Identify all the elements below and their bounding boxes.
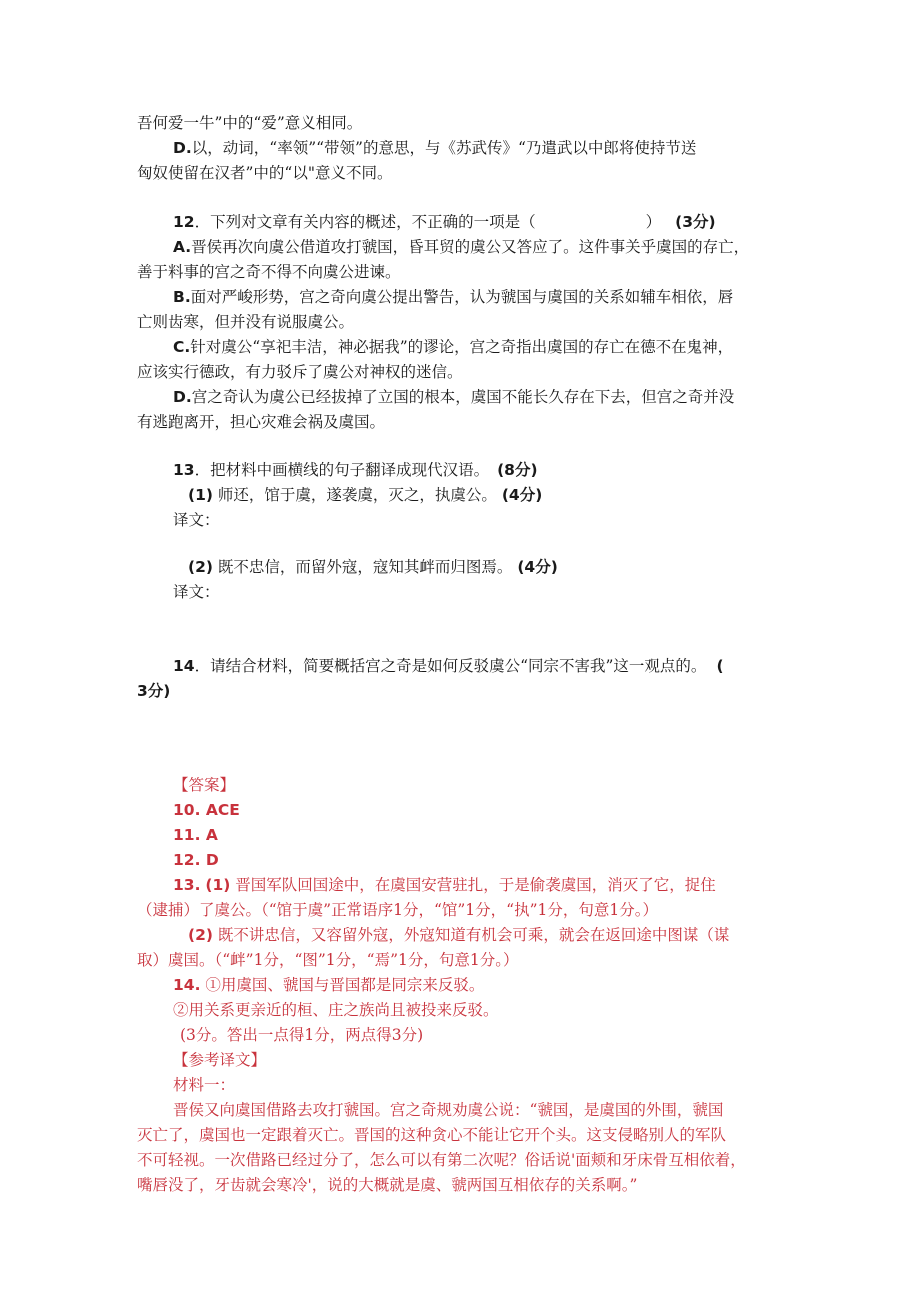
answer-13-1-line-2: （逮捕）了虞公。（“馆于虞”正常语序1分，“馆”1分，“执”1分，句意1分。）: [137, 901, 658, 919]
q13-sub2: [188, 555, 558, 579]
q13-sub1-translation-label: 译文：: [173, 511, 220, 529]
q12-option-a-text: 晋侯再次向虞公借道攻打虢国，昏耳贸的虞公又答应了。这件事关乎虞国的存亡，: [191, 238, 750, 256]
q12-option-d-line-2: 有逃跑离开，担心灾难会祸及虞国。: [137, 413, 386, 431]
q12-option-c-line-1: [173, 335, 733, 359]
q12-score: (3分): [675, 213, 716, 231]
q12-option-a-line-1: [173, 235, 749, 259]
answer-10: [173, 798, 240, 822]
answer-13-1-text: 晋国军队回国途中，在虞国安营驻扎，于是偷袭虞国，消灭了它，捉住: [235, 876, 716, 894]
q12-option-b-line-1: [173, 285, 733, 309]
answer-11-number: 11.: [173, 826, 201, 844]
q14-stem-text: ．请结合材料，简要概括宫之奇是如何反驳虞公“同宗不害我”这一观点的。: [194, 657, 707, 675]
q12-option-b-text: 面对严峻形势，宫之奇向虞公提出警告，认为虢国与虞国的关系如辅车相依，唇: [190, 288, 734, 306]
q12-option-c-label: C.: [173, 338, 191, 356]
answer-12: [173, 848, 219, 872]
q13-score: (8分): [497, 461, 538, 479]
q13-sub2-score: (4分): [517, 558, 558, 576]
q11-option-d-label: D.: [173, 139, 192, 157]
answer-13-2-line-2: 取）虞国。（“衅”1分，“图”1分，“焉”1分，句意1分。）: [137, 951, 519, 969]
q13-stem: [173, 458, 538, 482]
q13-number: 13: [173, 461, 195, 479]
q14-score-open: (: [716, 657, 724, 675]
q13-sub1-score: (4分): [501, 486, 543, 504]
q12-close: ）: [645, 213, 662, 231]
q12-number: 12: [173, 213, 195, 231]
q12-option-a-line-2: 善于料事的宫之奇不得不向虞公进谏。: [137, 263, 401, 281]
answer-14-line-1: [173, 973, 484, 997]
q13-sub2-translation-label: 译文：: [173, 583, 220, 601]
q11-line-1: 吾何爱一牛”中的“爱”意义相同。: [137, 114, 363, 132]
q12-stem-text: ．下列对文章有关内容的概述，不正确的一项是（: [194, 213, 536, 231]
q13-sub1: [188, 483, 542, 507]
translation-line-3: 不可轻视。一次借路已经过分了，怎么可以有第二次呢？俗话说'面颊和牙床骨互相依着，: [137, 1151, 746, 1169]
answer-14-score: (3分。答出一点得1分，两点得3分): [180, 1026, 424, 1044]
translation-material-label: 材料一：: [173, 1076, 236, 1094]
q14-score: 3分): [137, 682, 171, 700]
q13-sub2-label: (2): [188, 558, 213, 576]
q12-stem: [173, 210, 716, 234]
answer-13-2-line-1: [188, 923, 729, 947]
q11-option-d-line-1: [173, 136, 696, 160]
q12-option-d-text: 宫之奇认为虞公已经拔掉了立国的根本，虞国不能长久存在下去，但宫之奇并没: [191, 388, 735, 406]
q12-option-d-label: D.: [173, 388, 192, 406]
answers-heading: 【答案】: [173, 776, 236, 794]
translation-heading: 【参考译文】: [173, 1051, 267, 1069]
translation-line-4: 嘴唇没了，牙齿就会寒冷'，说的大概就是虞、虢两国互相依存的关系啊。”: [137, 1176, 638, 1194]
answer-10-value: ACE: [205, 801, 240, 819]
q11-option-d-text: 以，动词，“率领”“带领”的意思，与《苏武传》“乃遣武以中郎将使持节送: [191, 139, 697, 157]
answer-12-value: D: [205, 851, 219, 869]
translation-line-2: 灭亡了，虞国也一定跟着灭亡。晋国的这种贪心不能让它开个头。这支侵略别人的军队: [137, 1126, 727, 1144]
answer-13-number: 13.: [173, 876, 201, 894]
q12-option-d-line-1: [173, 385, 734, 409]
q14-number: 14: [173, 657, 195, 675]
answer-13-1-line-1: [173, 873, 716, 897]
answer-10-number: 10.: [173, 801, 201, 819]
translation-line-1: 晋侯又向虞国借路去攻打虢国。宫之奇规劝虞公说：“虢国，是虞国的外围，虢国: [173, 1101, 724, 1119]
answer-14-number: 14.: [173, 976, 201, 994]
answer-12-number: 12.: [173, 851, 201, 869]
answer-13-1-label: (1): [205, 876, 231, 894]
q12-option-c-line-2: 应该实行德政，有力驳斥了虞公对神权的迷信。: [137, 363, 463, 381]
q11-option-d-line-2: 匈奴使留在汉者”中的“以"意义不同。: [137, 164, 393, 182]
answer-11-value: A: [205, 826, 218, 844]
answer-13-2-label: (2): [188, 926, 213, 944]
q12-option-c-text: 针对虞公“享祀丰洁，神必据我”的谬论，宫之奇指出虞国的存亡在德不在鬼神，: [190, 338, 734, 356]
q12-option-b-line-2: 亡则齿寒，但并没有说服虞公。: [137, 313, 355, 331]
q13-sub1-text: 师还，馆于虞，遂袭虞，灭之，执虞公。: [217, 486, 497, 504]
q13-sub2-text: 既不忠信，而留外寇，寇知其衅而归图焉。: [217, 558, 513, 576]
q12-option-a-label: A.: [173, 238, 192, 256]
answer-11: [173, 823, 218, 847]
q14-stem: [173, 654, 724, 678]
q13-stem-text: ．把材料中画横线的句子翻译成现代汉语。: [194, 461, 490, 479]
answer-14-point-1: ①用虞国、虢国与晋国都是同宗来反驳。: [205, 976, 485, 994]
answer-13-2-text: 既不讲忠信，又容留外寇，外寇知道有机会可乘，就会在返回途中图谋（谋: [217, 926, 730, 944]
q13-sub1-label: (1): [188, 486, 213, 504]
q12-option-b-label: B.: [173, 288, 191, 306]
answer-14-point-2: ②用关系更亲近的桓、庄之族尚且被投来反驳。: [173, 1001, 499, 1019]
